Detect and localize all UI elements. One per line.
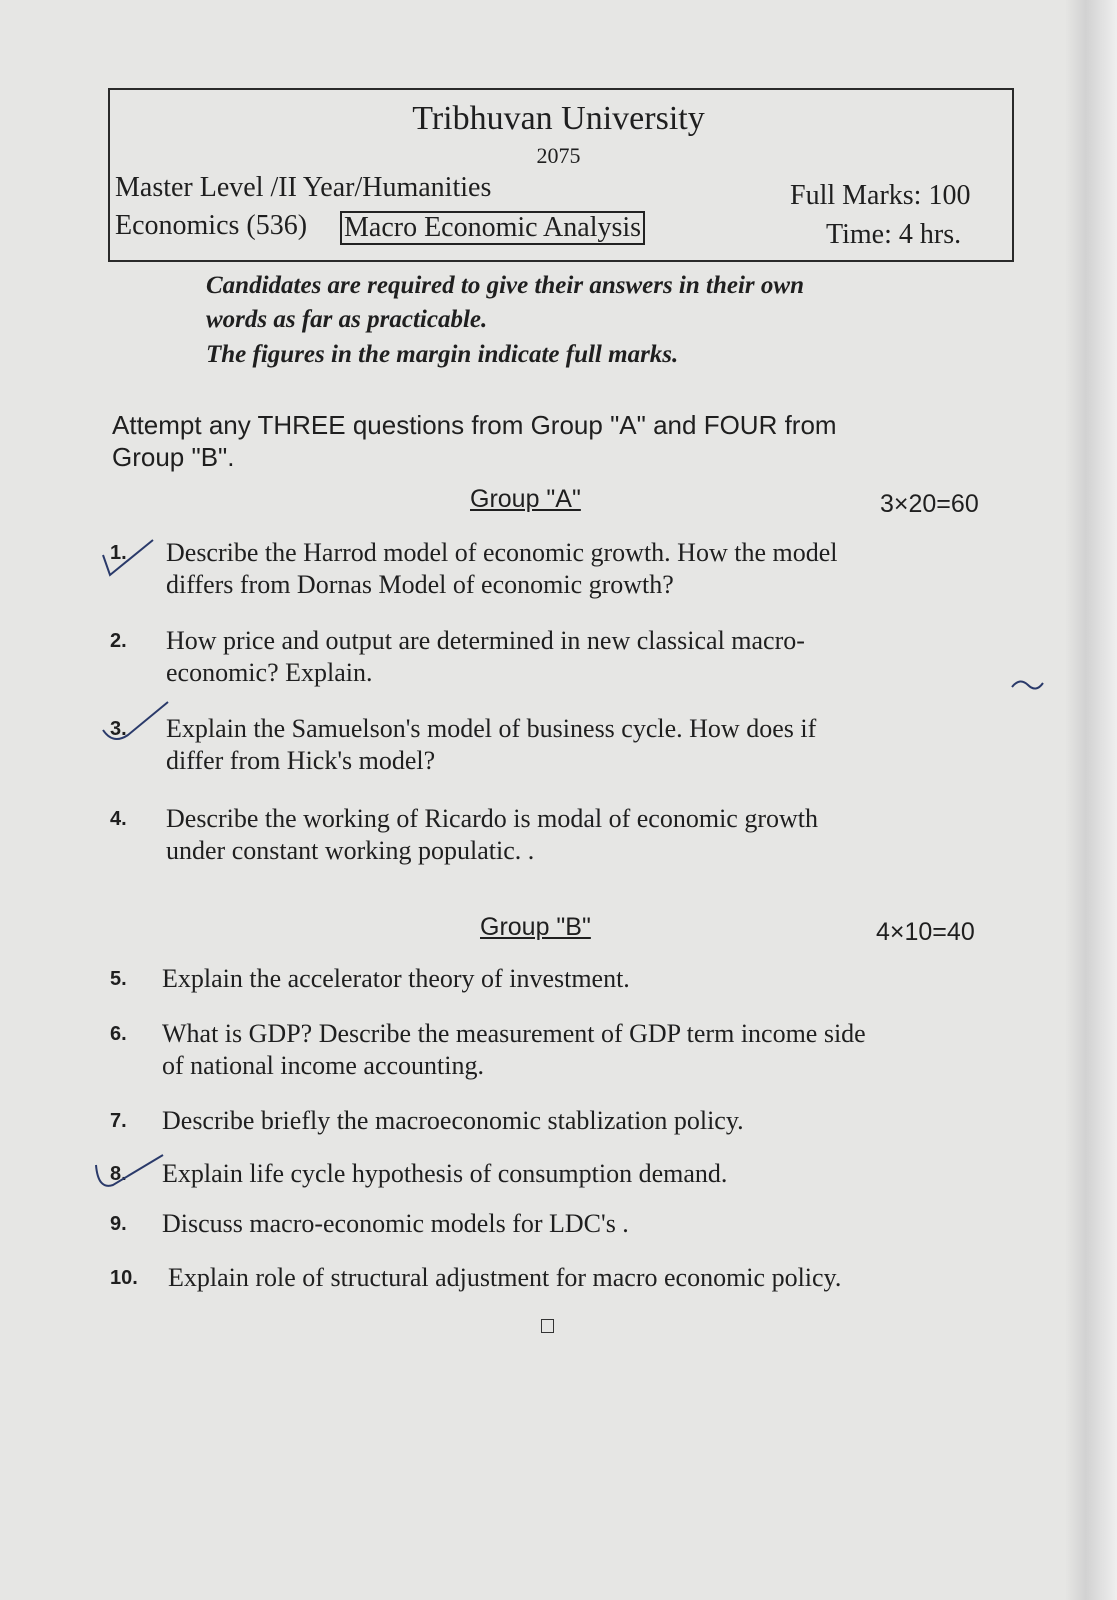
question-text: Explain the accelerator theory of investment. — [162, 964, 630, 993]
question-number: 9. — [110, 1213, 127, 1235]
question-text: Explain the Samuelson's model of business cycle. How does if — [166, 714, 817, 743]
squiggle-mark — [1010, 675, 1045, 695]
level: Master Level /II Year/Humanities — [115, 172, 492, 203]
question-number: 1. — [110, 542, 127, 564]
university-name: Tribhuvan University — [412, 100, 705, 137]
paper-edge — [1065, 0, 1117, 1600]
question-number: 2. — [110, 630, 127, 652]
question-text: differ from Hick's model? — [166, 746, 436, 775]
question-number: 6. — [110, 1023, 127, 1045]
group-a-marks: 3×20=60 — [880, 490, 979, 518]
tick-mark — [88, 1150, 168, 1195]
question-text: of national income accounting. — [162, 1051, 485, 1080]
exam-year: 2075 — [536, 143, 581, 168]
question-text: economic? Explain. — [166, 658, 373, 687]
question-text: Explain role of structural adjustment for macro economic policy. — [168, 1263, 842, 1292]
question-text: How price and output are determined in new classical macro- — [166, 626, 805, 655]
end-mark — [541, 1319, 554, 1333]
full-marks: Full Marks: 100 — [790, 180, 971, 211]
group-b-marks: 4×10=40 — [876, 918, 975, 946]
question-text: Describe the Harrod model of economic growth. How the model — [166, 538, 838, 567]
question-text: differs from Dornas Model of economic growth? — [166, 570, 674, 599]
question-text: What is GDP? Describe the measurement of GDP term income side — [162, 1019, 866, 1048]
paper-title: Macro Economic Analysis — [340, 211, 645, 245]
question-number: 10. — [110, 1267, 138, 1289]
question-text: Describe the working of Ricardo is modal of economic growth — [166, 804, 818, 833]
time: Time: 4 hrs. — [826, 219, 962, 250]
question-number: 7. — [110, 1110, 127, 1132]
question-text: Explain life cycle hypothesis of consumption demand. — [162, 1159, 728, 1188]
tick-mark — [98, 535, 158, 580]
question-text: Discuss macro-economic models for LDC's . — [162, 1209, 629, 1238]
question-text: under constant working populatic. . — [166, 836, 535, 865]
tick-mark — [88, 700, 178, 750]
question-number: 3. — [110, 718, 127, 740]
instruction-line: Candidates are required to give their answers in their own — [206, 272, 804, 299]
subject: Economics (536) — [115, 210, 308, 241]
question-number: 5. — [110, 968, 127, 990]
instruction-line: words as far as practicable. — [206, 306, 488, 333]
question-number: 4. — [110, 808, 127, 830]
question-text: Describe briefly the macroeconomic stablization policy. — [162, 1106, 744, 1135]
group-b-title: Group "B" — [480, 913, 591, 941]
attempt-instruction: Attempt any THREE questions from Group "A" and FOUR from — [112, 410, 837, 440]
attempt-instruction: Group "B". — [112, 442, 235, 472]
instruction-line: The figures in the margin indicate full marks. — [206, 341, 679, 368]
group-a-title: Group "A" — [470, 485, 581, 513]
question-number: 8. — [110, 1163, 127, 1185]
